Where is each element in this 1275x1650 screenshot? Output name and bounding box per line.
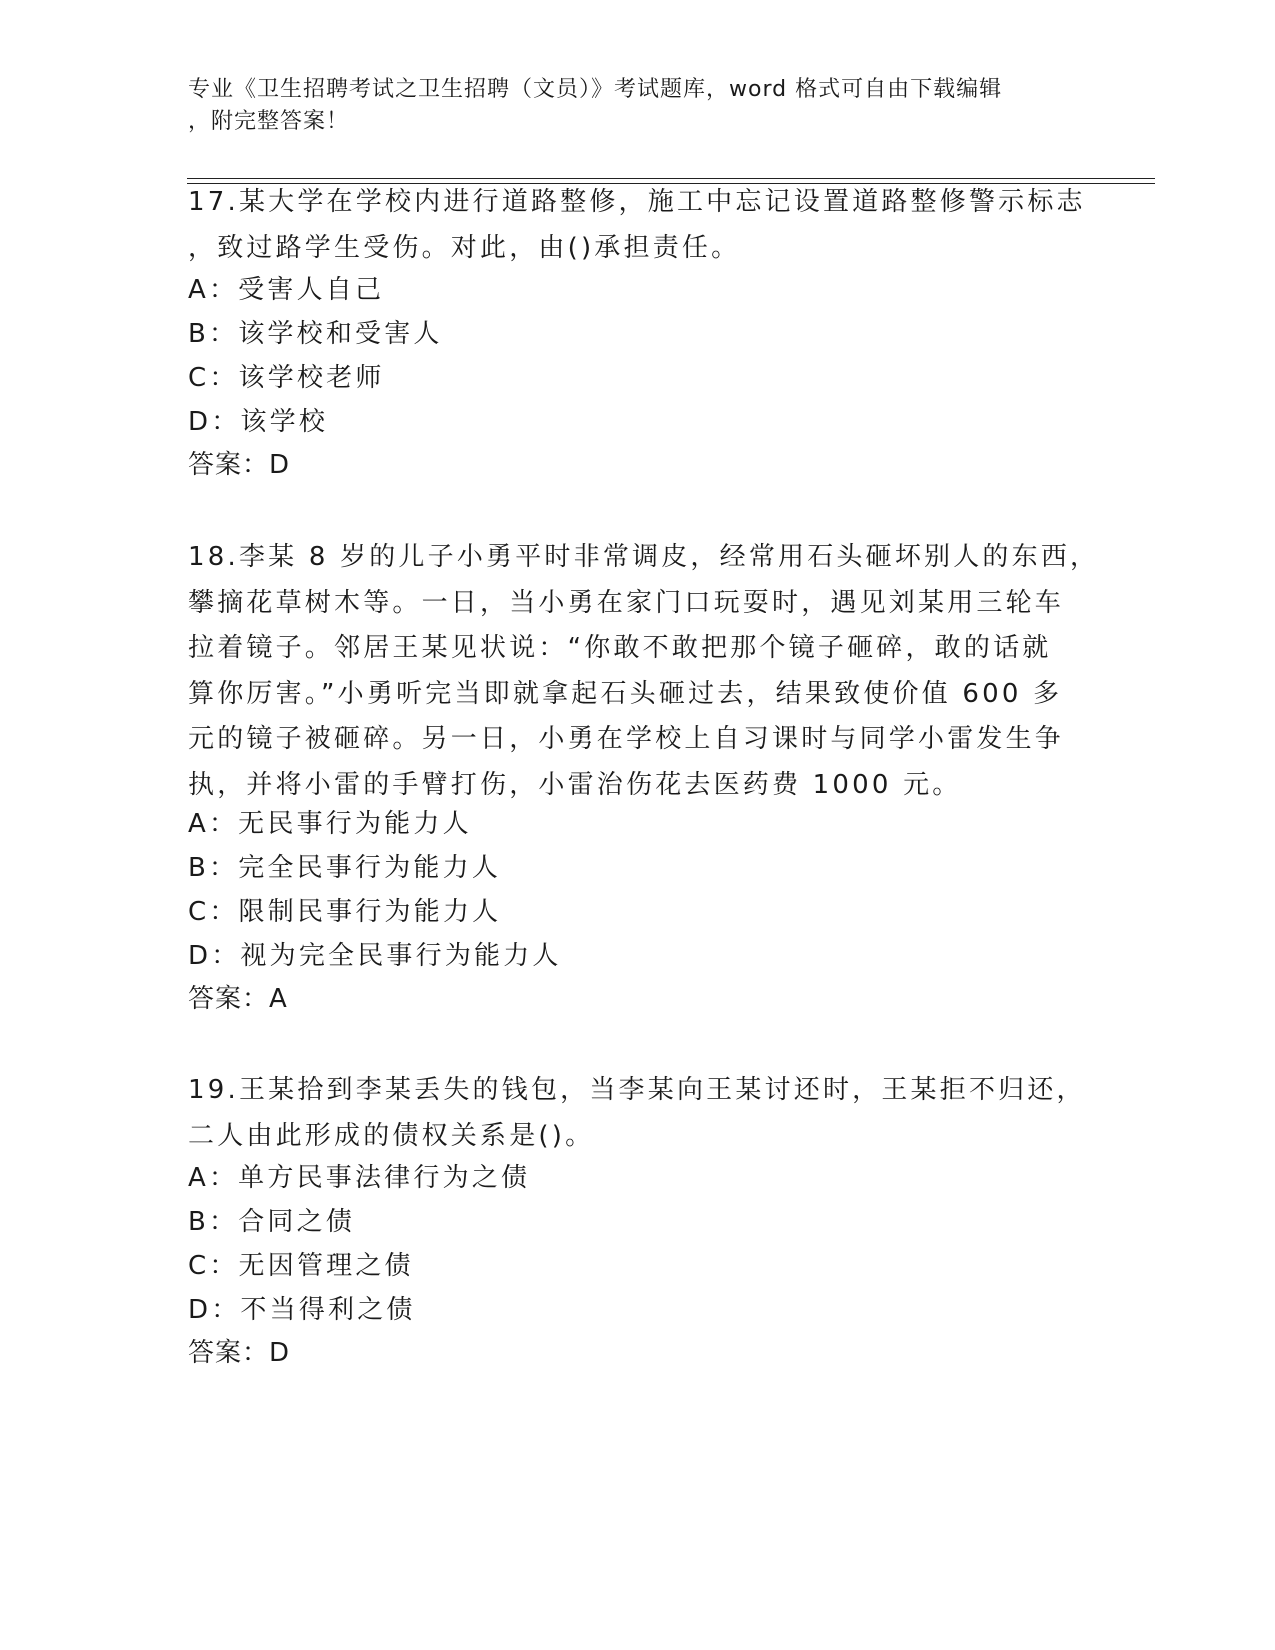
question-18-line-5: 元的镜子被砸碎。另一日，小勇在学校上自习课时与同学小雷发生争: [188, 724, 1065, 754]
question-19-answer: 答案：D: [188, 1338, 291, 1368]
question-18-option-c: C：限制民事行为能力人: [188, 897, 502, 927]
question-17-answer: 答案：D: [188, 450, 291, 480]
question-18-option-b: B：完全民事行为能力人: [188, 853, 502, 883]
header-line-1: 专业《卫生招聘考试之卫生招聘（文员）》考试题库，word 格式可自由下载编辑: [188, 77, 1003, 102]
header-line-2: ，附完整答案！: [188, 109, 350, 134]
question-18-line-6: 执，并将小雷的手臂打伤，小雷治伤花去医药费 1000 元。: [188, 769, 962, 800]
question-17-stem: [188, 180, 1088, 271]
question-19-option-a: A：单方民事法律行为之债: [188, 1163, 531, 1193]
question-19-option-c: C：无因管理之债: [188, 1251, 414, 1281]
question-18-line-2: 攀摘花草树木等。一日，当小勇在家门口玩耍时，遇见刘某用三轮车: [188, 587, 1065, 618]
question-18-option-a: A：无民事行为能力人: [188, 809, 472, 839]
question-18-option-d: D：视为完全民事行为能力人: [188, 941, 562, 971]
question-19-stem: [188, 1068, 1088, 1159]
question-17-line-1: 17.某大学在学校内进行道路整修，施工中忘记设置道路整修警示标志: [188, 187, 1086, 217]
question-19-line-2: 二人由此形成的债权关系是()。: [188, 1120, 595, 1151]
question-18-line-4: 算你厉害。”小勇听完当即就拿起石头砸过去，结果致使价值 600 多: [188, 678, 1063, 709]
question-18-line-1: 18.李某 8 岁的儿子小勇平时非常调皮，经常用石头砸坏别人的东西，: [188, 542, 1100, 572]
question-17-option-d: D：该学校: [188, 407, 329, 437]
question-17-option-b: B：该学校和受害人: [188, 319, 443, 349]
question-19-line-1: 19.王某拾到李某丢失的钱包，当李某向王某讨还时，王某拒不归还，: [188, 1075, 1086, 1105]
question-18-answer: 答案：A: [188, 984, 288, 1014]
question-18-line-3: 拉着镜子。邻居王某见状说：“你敢不敢把那个镜子砸碎，敢的话就: [188, 633, 1052, 663]
question-19-option-d: D：不当得利之债: [188, 1295, 416, 1325]
question-19-option-b: B：合同之债: [188, 1207, 356, 1237]
question-17-option-a: A：受害人自己: [188, 275, 385, 305]
header-divider-top: [187, 178, 1155, 179]
question-17-line-2: ，致过路学生受伤。对此，由()承担责任。: [188, 232, 741, 263]
document-header: [188, 74, 1068, 138]
question-18-stem: [188, 535, 1100, 808]
question-17-option-c: C：该学校老师: [188, 363, 385, 393]
